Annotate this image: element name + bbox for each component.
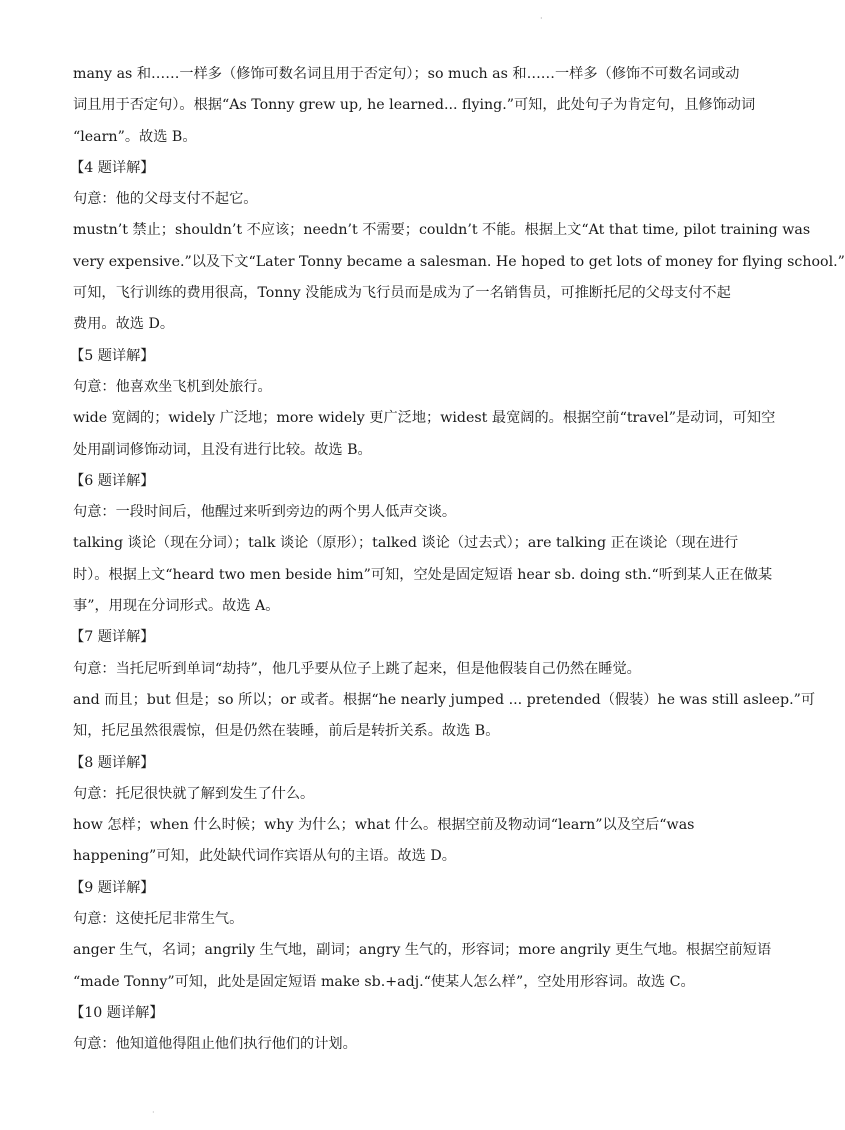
q9-explanation-line-1: anger 生气，名词；angrily 生气地，副词；angry 生气的，形容词；more angrily 更生气地。根据空前短语 — [73, 942, 772, 959]
q4-explanation-line-1: mustn’t 禁止；shouldn’t 不应该；needn’t 不需要；couldn’t 不能。根据上文“At that time, pilot training was — [73, 222, 811, 239]
q3-explanation-line-3: “learn”。故选 B。 — [73, 128, 197, 145]
q3-explanation-line-1: many as 和……一样多（修饰可数名词且用于否定句）；so much as 和……一样多（修饰不可数名词或动 — [73, 66, 740, 82]
q7-heading: 【7 题详解】 — [70, 629, 155, 646]
q8-heading: 【8 题详解】 — [70, 754, 155, 771]
q8-meaning: 句意：托尼很快就了解到发生了什么。 — [73, 785, 315, 802]
q8-explanation-line-1: how 怎样；when 什么时候；why 为什么；what 什么。根据空前及物动词“learn”以及空后“was — [73, 817, 695, 834]
q7-explanation-line-1: and 而且；but 但是；so 所以；or 或者。根据“he nearly jumped ... pretended（假装）he was still asleep.”可 — [73, 691, 816, 708]
q6-explanation-line-3: 事”，用现在分词形式。故选 A。 — [73, 598, 280, 615]
q8-explanation-line-2: happening”可知，此处缺代词作宾语从句的主语。故选 D。 — [73, 848, 456, 865]
q4-meaning: 句意：他的父母支付不起它。 — [73, 191, 258, 208]
q6-explanation-line-2: 时）。根据上文“heard two men beside him”可知，空处是固定短语 hear sb. doing sth.“听到某人正在做某 — [73, 566, 773, 583]
q6-heading: 【6 题详解】 — [70, 472, 155, 489]
q4-explanation-line-2: very expensive.”以及下文“Later Tonny became a salesman. He hoped to get lots of money for flying school.” — [73, 253, 845, 270]
answer-explanations — [70, 59, 845, 1061]
q5-explanation-line-2: 处用副词修饰动词，且没有进行比较。故选 B。 — [73, 441, 372, 458]
top-corner-mark: · — [540, 14, 543, 23]
q9-meaning: 句意：这使托尼非常生气。 — [73, 911, 244, 928]
q10-meaning: 句意：他知道他得阻止他们执行他们的计划。 — [73, 1036, 357, 1053]
q4-explanation-line-3: 可知，飞行训练的费用很高，Tonny 没能成为飞行员而是成为了一名销售员，可推断托尼的父母支付不起 — [73, 285, 731, 302]
q7-explanation-line-2: 知，托尼虽然很震惊，但是仍然在装睡，前后是转折关系。故选 B。 — [73, 723, 500, 740]
q6-explanation-line-1: talking 谈论（现在分词）；talk 谈论（原形）；talked 谈论（过去式）；are talking 正在谈论（现在进行 — [73, 535, 739, 552]
q5-explanation-line-1: wide 宽阔的；widely 广泛地；more widely 更广泛地；widest 最宽阔的。根据空前“travel”是动词，可知空 — [73, 410, 776, 427]
bottom-mark: · — [152, 1108, 155, 1117]
q9-heading: 【9 题详解】 — [70, 879, 155, 896]
q9-explanation-line-2: “made Tonny”可知，此处是固定短语 make sb.+adj.“使某人怎么样”，空处用形容词。故选 C。 — [73, 973, 695, 990]
q6-meaning: 句意：一段时间后，他醒过来听到旁边的两个男人低声交谈。 — [73, 504, 457, 521]
q5-meaning: 句意：他喜欢坐飞机到处旅行。 — [73, 378, 272, 395]
q7-meaning: 句意：当托尼听到单词“劫持”，他几乎要从位子上跳了起来，但是他假装自己仍然在睡觉。 — [73, 660, 641, 677]
q10-heading: 【10 题详解】 — [70, 1004, 164, 1021]
q5-heading: 【5 题详解】 — [70, 347, 155, 364]
q4-explanation-line-4: 费用。故选 D。 — [73, 316, 175, 333]
q3-explanation-line-2: 词且用于否定句）。根据“As Tonny grew up, he learned... flying.”可知，此处句子为肯定句，且修饰动词 — [73, 97, 756, 114]
q4-heading: 【4 题详解】 — [70, 159, 155, 176]
